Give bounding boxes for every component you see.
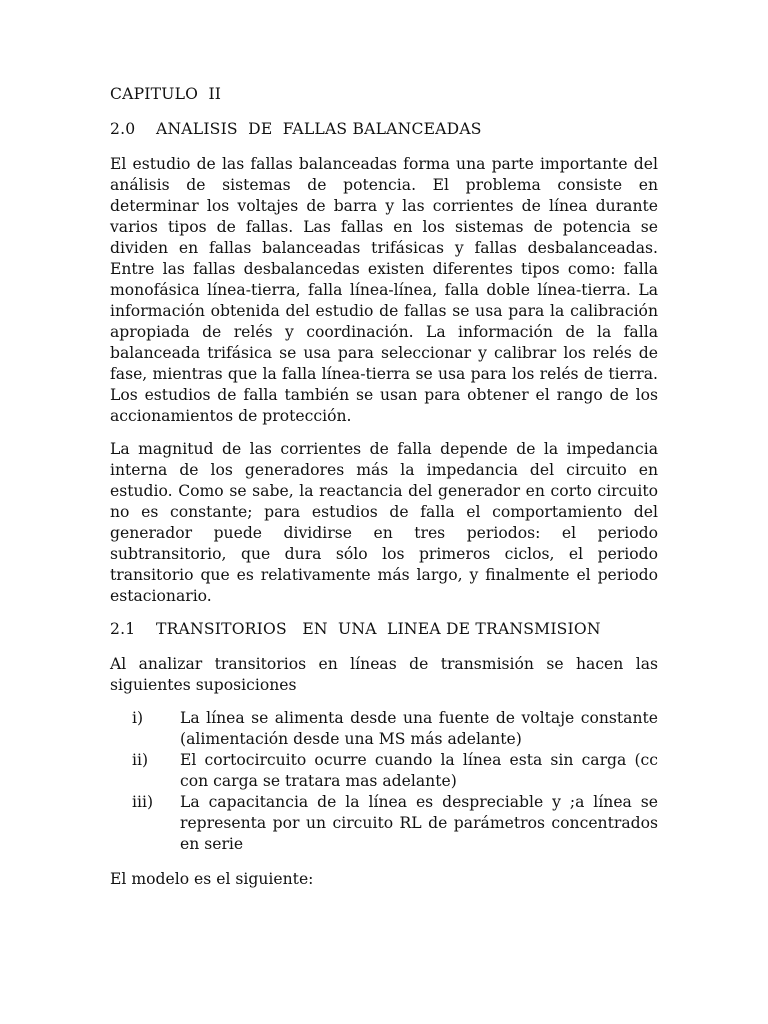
section-title: TRANSITORIOS EN UNA LINEA DE TRANSMISION xyxy=(156,620,601,638)
paragraph-assumptions-intro: Al analizar transitorios en líneas de transmisión se hacen las siguientes suposiciones xyxy=(110,655,658,694)
document-page xyxy=(110,84,658,902)
list-item-text: La capacitancia de la línea es despreciable y ;a línea se representa por un circuito RL de parámetros concentrados en serie xyxy=(180,793,658,853)
list-marker: ii) xyxy=(132,751,149,769)
section-heading-2-1 xyxy=(110,619,658,640)
section-number: 2.1 xyxy=(110,620,136,638)
list-item xyxy=(110,708,658,750)
chapter-title: CAPITULO II xyxy=(110,85,222,103)
section-title: ANALISIS DE FALLAS BALANCEADAS xyxy=(156,120,482,138)
paragraph-fault-current-magnitude: La magnitud de las corrientes de falla depende de la impedancia interna de los generadores más la impedancia del circuito en estudio. Como se sabe, la reactancia del generador en corto circuito no es constante; para estudios de falla el comportamiento del generador puede dividirse en tres periodos: el periodo subtransitorio, que dura sólo los primeros ciclos, el periodo transitorio que es relativamente más largo, y finalmente el periodo estacionario. xyxy=(110,440,658,605)
paragraph-fault-studies: El estudio de las fallas balanceadas forma una parte importante del análisis de sistemas de potencia. El problema consiste en determinar los voltajes de barra y las corrientes de línea durante varios tipos de fallas. Las fallas en los sistemas de potencia se dividen en fallas balanceadas trifásicas y fallas desbalanceadas. Entre las fallas desbalancedas existen diferentes tipos como: falla monofásica línea-tierra, falla línea-línea, falla doble línea-tierra. La información obtenida del estudio de fallas se usa para la calibración apropiada de relés y coordinación. La información de la falla balanceada trifásica se usa para seleccionar y calibrar los relés de fase, mientras que la falla línea-tierra se usa para los relés de tierra. Los estudios de falla también se usan para obtener el rango de los accionamientos de protección. xyxy=(110,155,658,425)
list-item-text: El cortocircuito ocurre cuando la línea esta sin carga (cc con carga se tratara mas adelante) xyxy=(180,751,658,790)
list-item xyxy=(110,792,658,855)
section-number: 2.0 xyxy=(110,120,136,138)
assumptions-list xyxy=(110,708,658,855)
list-item xyxy=(110,750,658,792)
section-heading-2-0 xyxy=(110,119,658,140)
list-marker: iii) xyxy=(132,793,154,811)
list-item-text: La línea se alimenta desde una fuente de voltaje constante (alimentación desde una MS más adelante) xyxy=(180,709,658,748)
list-marker: i) xyxy=(132,709,144,727)
paragraph-model-intro: El modelo es el siguiente: xyxy=(110,870,314,888)
